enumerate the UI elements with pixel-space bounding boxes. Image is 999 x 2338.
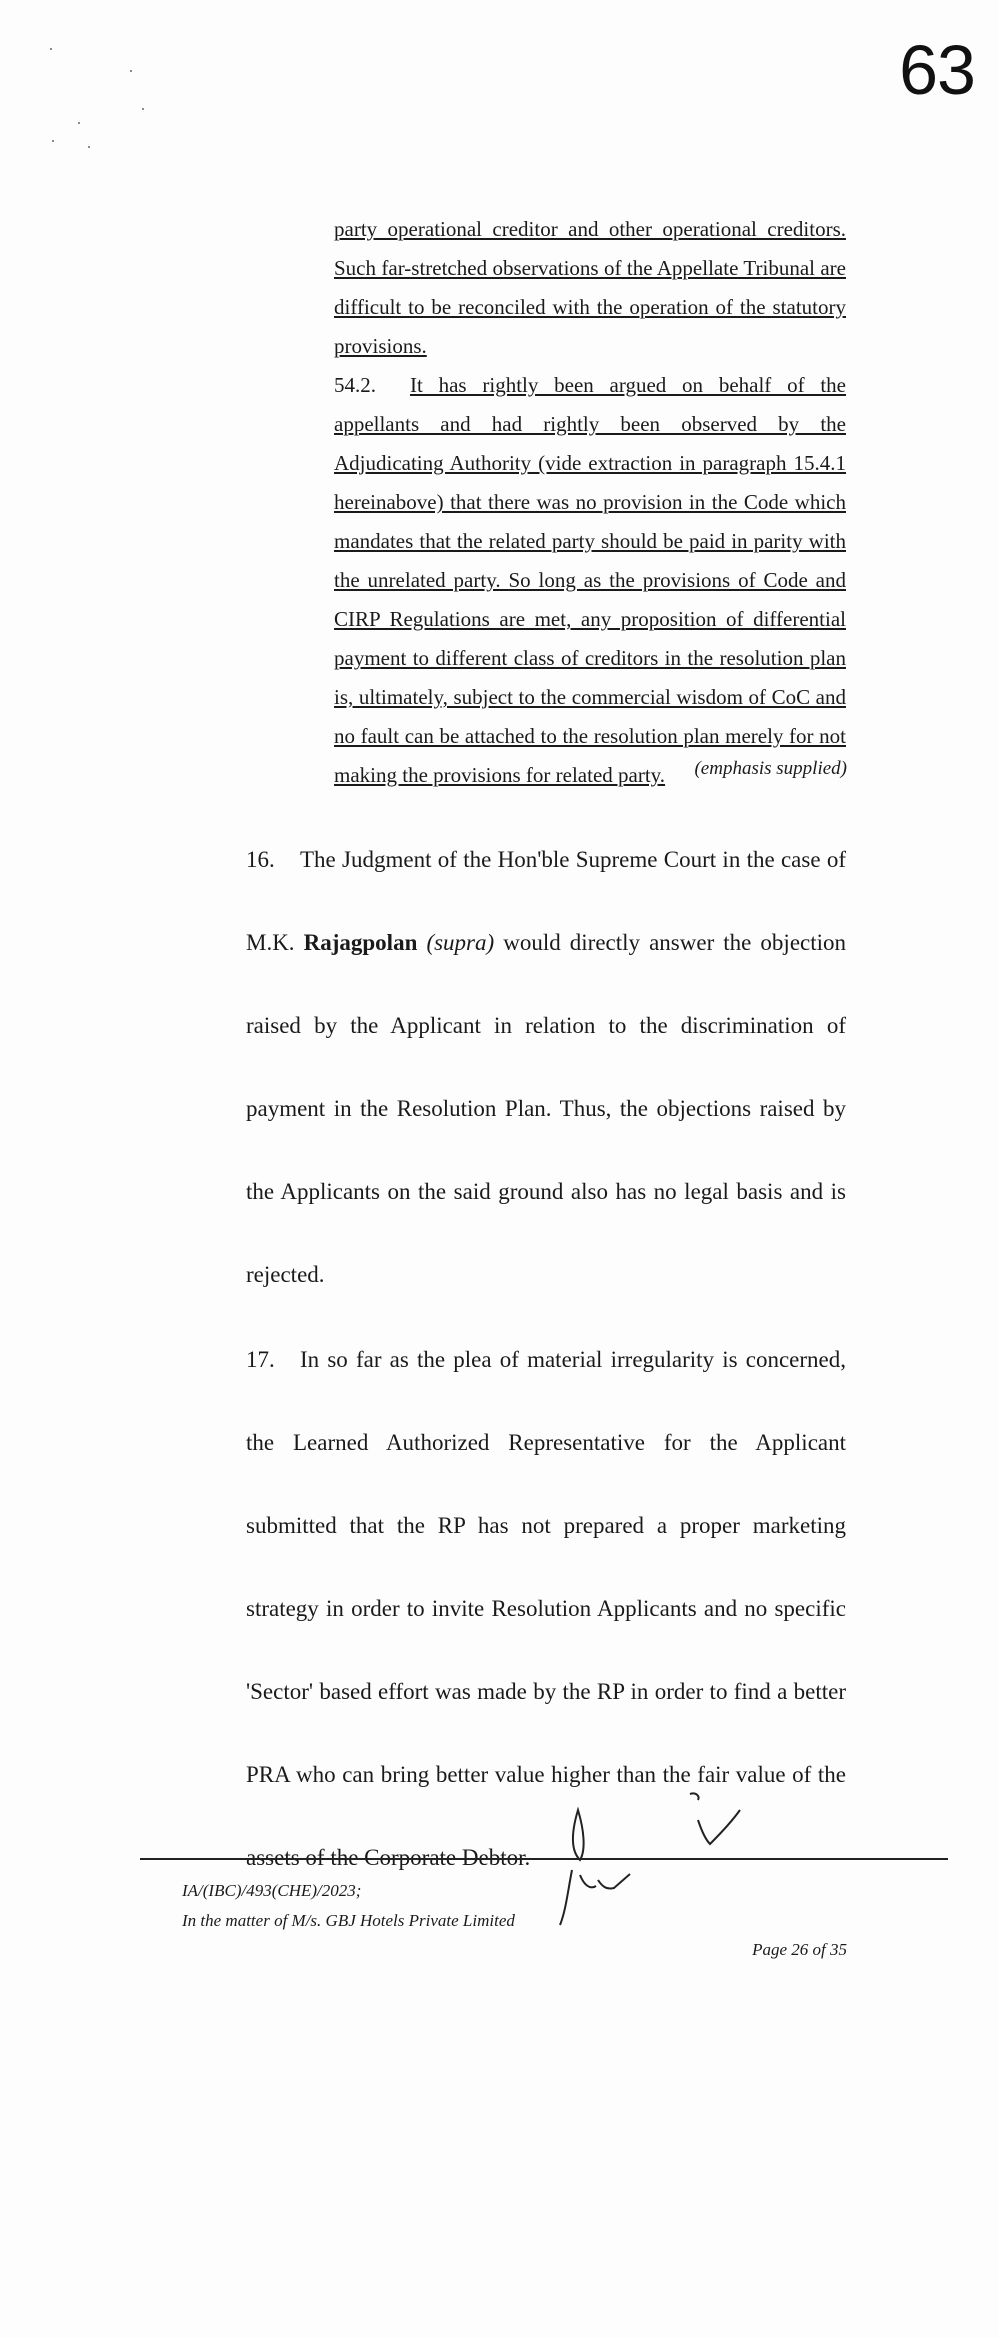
scan-speck	[78, 122, 80, 124]
case-name: Rajagpolan	[303, 930, 418, 955]
quote-paragraph-number: 54.2.	[334, 373, 376, 397]
quoted-paragraph: party operational creditor and other operational creditors. Such far-stretched observations of the Appellate Tribunal are difficult to be reconciled with the operation of the statutory provisions.	[334, 217, 846, 358]
paragraph-text: The Judgment of the Hon'ble Supreme Court in the case of M.K.	[246, 847, 846, 955]
paragraph-16	[246, 818, 846, 1316]
scan-speck	[130, 70, 132, 72]
scan-speck	[52, 140, 54, 142]
scan-speck	[88, 146, 90, 148]
quoted-paragraph-54-2	[334, 366, 846, 795]
paragraph-text: would directly answer the objection raised by the Applicant in relation to the discrimination of payment in the Resolution Plan. Thus, the objections raised by the Applicants on the said ground also has no legal basis and is rejected.	[246, 930, 847, 1287]
page-stamp-number: 63	[899, 31, 975, 109]
footer-matter: In the matter of M/s. GBJ Hotels Private Limited	[182, 1911, 515, 1930]
paragraph-text: In so far as the plea of material irregularity is concerned, the Learned Authorized Representative for the Applicant submitted that the RP has not prepared a proper marketing strategy in order to invite Resolution Applicants and no specific 'Sector' based effort was made by the RP in order to find a better PRA who can bring better value higher than the fair value of the assets of the Corporate Debtor.	[246, 1347, 846, 1870]
footer-rule	[140, 1858, 948, 1860]
emphasis-note: (emphasis supplied)	[694, 758, 847, 779]
quote-paragraph-text: It has rightly been argued on behalf of the appellants and had rightly been observed by the Adjudicating Authority (vide extraction in paragraph 15.4.1 hereinabove) that there was no provision in the Code which mandates that the related party should be paid in parity with the unrelated party. So long as the provisions of Code and CIRP Regulations are met, any proposition of differential payment to different class of creditors in the resolution plan is, ultimately, subject to the commercial wisdom of CoC and no fault can be attached to the resolution plan merely for not making the provisions for related party.	[334, 373, 846, 787]
paragraph-number: 17.	[246, 1347, 275, 1372]
supra-note: (supra)	[426, 930, 495, 955]
footer-case-number: IA/(IBC)/493(CHE)/2023;	[182, 1881, 362, 1900]
scan-speck	[142, 108, 144, 110]
footer-case-info	[182, 1876, 515, 1936]
paragraph-number: 16.	[246, 847, 275, 872]
scan-speck	[50, 48, 52, 50]
handwritten-signature	[550, 1790, 790, 1930]
footer-page-number: Page 26 of 35	[752, 1940, 847, 1959]
